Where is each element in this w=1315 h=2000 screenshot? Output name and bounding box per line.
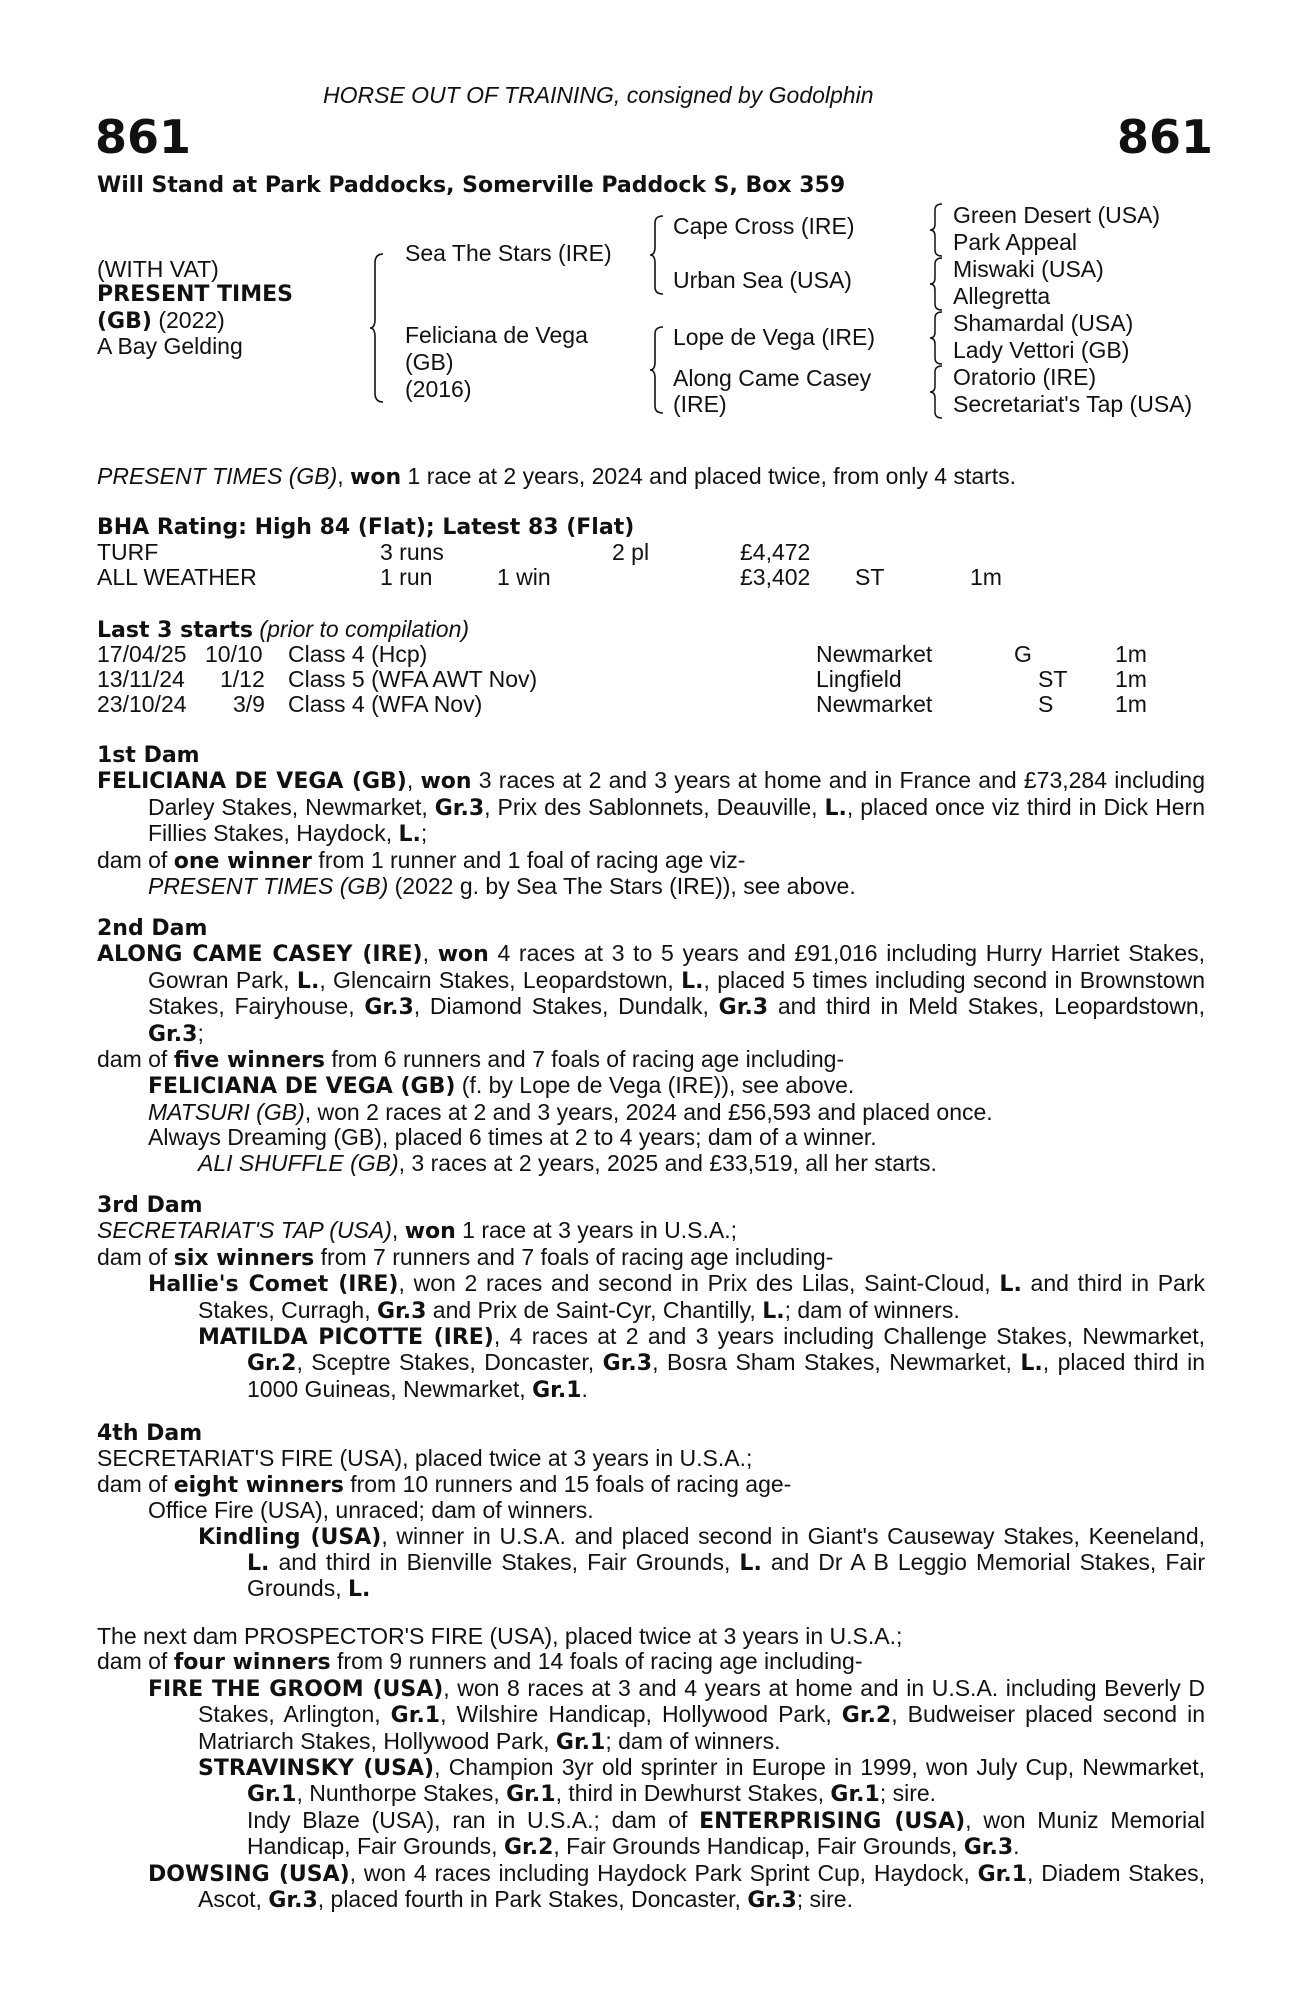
- pedigree-sire-dam: Urban Sea (USA): [673, 267, 852, 293]
- next-dam-record: [97, 1624, 1205, 1649]
- start-going: S: [1038, 691, 1054, 717]
- fourth-dam-offspring: [97, 1498, 1205, 1523]
- vat-note: (WITH VAT): [97, 256, 219, 282]
- listed-label: L.: [348, 1577, 371, 1603]
- last-starts-heading: [97, 617, 469, 643]
- grade-label: Gr.3: [747, 1888, 797, 1914]
- grade-label: Gr.2: [503, 1835, 554, 1861]
- start-course: Newmarket: [816, 641, 933, 667]
- grade-label: Gr.3: [268, 1888, 318, 1914]
- text: , 3 races at 2 years, 2025 and £33,519, all her starts.: [398, 1149, 937, 1176]
- offspring-name: Kindling (USA): [198, 1524, 382, 1550]
- start-position: 3/9: [233, 691, 265, 717]
- second-dam-produce: [97, 1047, 1205, 1073]
- last-starts-note: (prior to compilation): [253, 616, 470, 642]
- offspring-name: STRAVINSKY (USA): [198, 1756, 435, 1782]
- pedigree-ggp-6: Lady Vettori (GB): [953, 337, 1130, 363]
- pedigree-dam-line1: Feliciana de Vega: [405, 322, 588, 348]
- fourth-dam-section: [97, 1421, 1205, 1603]
- first-dam-produce: [97, 848, 1205, 874]
- text: , Diamond Stakes, Dundalk,: [413, 993, 719, 1020]
- start-position: 10/10: [205, 641, 263, 667]
- next-dam-produce: [97, 1649, 1205, 1675]
- text: .: [581, 1375, 588, 1402]
- turf-prize: £4,472: [740, 539, 811, 565]
- won-label: won: [437, 942, 489, 968]
- grade-label: Gr.1: [977, 1861, 1028, 1887]
- grade-label: Gr.1: [247, 1782, 297, 1808]
- third-dam-grand-offspring: [97, 1324, 1205, 1403]
- text: , Diadem Stakes, Ascot,: [198, 1859, 1205, 1913]
- winners-count: four winners: [173, 1650, 331, 1676]
- next-dam-offspring: [97, 1861, 1205, 1914]
- start-distance: 1m: [1115, 666, 1147, 692]
- offspring-name: FELICIANA DE VEGA (GB): [148, 1074, 456, 1100]
- listed-label: L.: [247, 1551, 270, 1577]
- horse-origin-year: [97, 308, 225, 334]
- text: from 10 runners and 15 foals of racing age-: [343, 1470, 792, 1497]
- listed-label: L.: [681, 968, 704, 994]
- listed-label: L.: [398, 822, 421, 848]
- horse-origin: (GB): [97, 309, 152, 334]
- turf-runs: 3 runs: [380, 539, 444, 565]
- offspring-name: MATILDA PICOTTE (IRE): [198, 1325, 494, 1351]
- aw-wins: 1 win: [497, 564, 551, 590]
- text: , Glencairn Stakes, Leopardstown,: [319, 966, 682, 993]
- grade-label: Gr.1: [506, 1782, 556, 1808]
- pedigree-dam-line3: (2016): [405, 376, 472, 402]
- second-dam-section: [97, 916, 1205, 1176]
- winners-count: one winner: [173, 848, 313, 874]
- grade-label: Gr.1: [555, 1729, 606, 1755]
- catalogue-subtitle: HORSE OUT OF TRAINING, consigned by Godolphin: [323, 82, 874, 108]
- summary-text: 1 race at 2 years, 2024 and placed twice, from only 4 starts.: [401, 463, 1017, 489]
- text: , Nunthorpe Stakes,: [296, 1780, 507, 1807]
- text: .: [1013, 1833, 1020, 1860]
- grade-label: Gr.3: [602, 1351, 653, 1377]
- text: Office Fire (USA), unraced; dam of winners.: [148, 1497, 594, 1524]
- text: (f. by Lope de Vega (IRE)), see above.: [455, 1072, 855, 1099]
- last-starts-title: Last 3 starts: [97, 618, 254, 643]
- pedigree-ggp-1: Green Desert (USA): [953, 202, 1161, 228]
- start-race: Class 5 (WFA AWT Nov): [288, 666, 538, 692]
- aw-label: ALL WEATHER: [97, 564, 257, 590]
- grade-label: Gr.3: [148, 1021, 198, 1047]
- text: Indy Blaze (USA), ran in U.S.A.; dam of: [247, 1806, 700, 1833]
- grade-label: Gr.1: [532, 1377, 582, 1403]
- text: 4 races at 3 to 5 years and £91,016 including Hurry Harriet Stakes, Gowran Park,: [148, 940, 1206, 993]
- dam-name: ALONG CAME CASEY (IRE): [97, 942, 423, 968]
- lot-number-left: 861: [95, 110, 192, 164]
- stable-location: Will Stand at Park Paddocks, Somerville Paddock S, Box 359: [97, 173, 846, 198]
- fourth-dam-grand-offspring: [97, 1524, 1205, 1603]
- start-distance: 1m: [1115, 641, 1147, 667]
- grade-label: Gr.2: [841, 1703, 892, 1729]
- text: , placed 5 times including second in Brownstown Stakes, Fairyhouse,: [148, 966, 1205, 1020]
- dam-name: FELICIANA DE VEGA (GB): [97, 769, 407, 795]
- summary-sep: ,: [337, 463, 351, 489]
- pedigree-brace-ggp3: [930, 311, 944, 365]
- offspring-name: FIRE THE GROOM (USA): [148, 1676, 444, 1702]
- grade-label: Gr.1: [830, 1782, 880, 1808]
- race-summary: [97, 464, 1016, 490]
- pedigree-ggp-4: Allegretta: [953, 283, 1051, 309]
- won-label: won: [420, 769, 472, 795]
- pedigree-brace-ggp4: [930, 365, 944, 419]
- fourth-dam-heading: 4th Dam: [97, 1421, 203, 1446]
- text: , placed fourth in Park Stakes, Doncaster,: [317, 1886, 748, 1913]
- pedigree-brace-main: [370, 253, 386, 403]
- winners-count: five winners: [173, 1048, 326, 1074]
- text: ,: [422, 940, 438, 967]
- pedigree-dam-line2: (GB): [405, 349, 454, 375]
- text: (2022 g. by Sea The Stars (IRE)), see above.: [388, 873, 856, 900]
- pedigree-sire: Sea The Stars (IRE): [405, 240, 612, 266]
- third-dam-heading: 3rd Dam: [97, 1193, 203, 1218]
- pedigree-ggp-3: Miswaki (USA): [953, 256, 1104, 282]
- winners-count: eight winners: [173, 1472, 344, 1498]
- third-dam-produce: [97, 1245, 1205, 1271]
- aw-distance: 1m: [970, 564, 1002, 590]
- listed-label: L.: [999, 1272, 1022, 1298]
- summary-won: won: [350, 465, 402, 490]
- text: , won 2 races at 2 and 3 years, 2024 and £56,593 and placed once.: [304, 1098, 993, 1125]
- first-dam-offspring: [97, 874, 1205, 899]
- text: , Champion 3yr old sprinter in Europe in 1999, won July Cup, Newmarket,: [434, 1754, 1205, 1781]
- aw-runs: 1 run: [380, 564, 433, 590]
- text: dam of: [97, 1648, 174, 1675]
- text: and Dr A B Leggio Memorial Stakes, Fair Grounds,: [247, 1549, 1205, 1602]
- text: 1 race at 3 years in U.S.A.;: [455, 1217, 738, 1244]
- text: ;: [420, 820, 428, 847]
- pedigree-dam-dam-line1: Along Came Casey: [673, 365, 872, 391]
- offspring-name: ALI SHUFFLE (GB): [198, 1149, 399, 1176]
- text: , won 4 races including Haydock Park Sprint Cup, Haydock,: [349, 1859, 978, 1886]
- next-dam-offspring: [97, 1676, 1205, 1755]
- text: , won 2 races and second in Prix des Lilas, Saint-Cloud,: [398, 1270, 1000, 1297]
- grade-label: Gr.1: [390, 1703, 441, 1729]
- grade-label: Gr.3: [718, 995, 769, 1021]
- turf-placed: 2 pl: [612, 539, 650, 565]
- start-course: Newmarket: [816, 691, 933, 717]
- text: The next dam PROSPECTOR'S FIRE (USA), placed twice at 3 years in U.S.A.;: [97, 1623, 903, 1649]
- second-dam-offspring: [97, 1125, 1205, 1150]
- bha-rating: BHA Rating: High 84 (Flat); Latest 83 (Flat): [97, 515, 635, 540]
- start-going: ST: [1038, 666, 1068, 692]
- pedigree-brace-dam: [650, 326, 666, 414]
- grade-label: Gr.3: [963, 1835, 1014, 1861]
- offspring-name: ENTERPRISING (USA): [699, 1808, 966, 1834]
- aw-surface: ST: [855, 564, 885, 590]
- start-course: Lingfield: [816, 666, 902, 692]
- aw-prize: £3,402: [740, 564, 811, 590]
- text: ; dam of winners.: [784, 1296, 960, 1323]
- listed-label: L.: [1020, 1351, 1043, 1377]
- start-date: 23/10/24: [97, 691, 187, 717]
- third-dam-section: [97, 1193, 1205, 1403]
- second-dam-heading: 2nd Dam: [97, 916, 208, 941]
- offspring-name: MATSURI (GB): [148, 1098, 305, 1125]
- fourth-dam-produce: [97, 1472, 1205, 1498]
- text: and third in Bienville Stakes, Fair Grounds,: [269, 1549, 740, 1576]
- pedigree-sire-sire: Cape Cross (IRE): [673, 213, 855, 239]
- text: ; sire.: [796, 1886, 853, 1913]
- text: from 1 runner and 1 foal of racing age viz-: [312, 846, 746, 873]
- text: , placed once viz third in Dick Hern Fillies Stakes, Haydock,: [148, 793, 1205, 847]
- text: , winner in U.S.A. and placed second in Giant's Causeway Stakes, Keeneland,: [381, 1522, 1206, 1549]
- text: and Prix de Saint-Cyr, Chantilly,: [426, 1296, 763, 1323]
- text: SECRETARIAT'S FIRE (USA), placed twice at 3 years in U.S.A.;: [97, 1445, 753, 1472]
- won-label: won: [404, 1219, 456, 1245]
- start-distance: 1m: [1115, 691, 1147, 717]
- text: 3 races at 2 and 3 years at home and in France and £73,284 including Darley Stakes, Newmarket,: [148, 767, 1205, 820]
- pedigree-ggp-7: Oratorio (IRE): [953, 364, 1097, 390]
- text: from 9 runners and 14 foals of racing age including-: [330, 1648, 863, 1675]
- text: , Fair Grounds Handicap, Fair Grounds,: [553, 1833, 964, 1860]
- start-date: 13/11/24: [97, 666, 185, 692]
- pedigree-ggp-5: Shamardal (USA): [953, 310, 1134, 336]
- start-going: G: [1014, 641, 1032, 667]
- listed-label: L.: [296, 968, 320, 994]
- pedigree-ggp-8: Secretariat's Tap (USA): [953, 391, 1193, 417]
- text: ,: [391, 1217, 405, 1244]
- pedigree-brace-ggp2: [930, 257, 944, 311]
- pedigree-brace-ggp1: [930, 203, 944, 257]
- pedigree-ggp-2: Park Appeal: [953, 229, 1078, 255]
- listed-label: L.: [762, 1298, 785, 1324]
- next-dam-grand-offspring: [97, 1755, 1205, 1808]
- grade-label: Gr.2: [247, 1351, 297, 1377]
- horse-name: PRESENT TIMES: [97, 282, 294, 307]
- text: , won Muniz Memorial Handicap, Fair Grounds,: [247, 1806, 1205, 1860]
- offspring-name: Hallie's Comet (IRE): [148, 1272, 399, 1298]
- second-dam-offspring: [97, 1100, 1205, 1125]
- winners-count: six winners: [173, 1245, 315, 1271]
- first-dam-section: [97, 743, 1205, 899]
- first-dam-heading: 1st Dam: [97, 743, 200, 768]
- next-dam-grand-offspring: [97, 1808, 1205, 1861]
- third-dam-record: [97, 1218, 1205, 1244]
- text: dam of: [97, 1046, 174, 1073]
- text: from 7 runners and 7 foals of racing age including-: [314, 1243, 834, 1270]
- text: dam of: [97, 1243, 174, 1270]
- second-dam-offspring: [97, 1073, 1205, 1099]
- text: from 6 runners and 7 foals of racing age including-: [325, 1046, 845, 1073]
- second-dam-grand-offspring: [97, 1151, 1205, 1176]
- fourth-dam-record: [97, 1446, 1205, 1471]
- start-race: Class 4 (Hcp): [288, 641, 428, 667]
- first-dam-record: [97, 768, 1205, 847]
- text: , third in Dewhurst Stakes,: [555, 1780, 831, 1807]
- next-dam-section: [97, 1624, 1205, 1913]
- text: dam of: [97, 846, 174, 873]
- lot-number-right: 861: [1117, 110, 1214, 164]
- pedigree-dam-dam-line2: (IRE): [673, 391, 727, 417]
- text: , won 8 races at 3 and 4 years at home and in U.S.A. including Beverly D Stakes, Arlington,: [198, 1674, 1205, 1728]
- pedigree-brace-sire: [650, 215, 666, 295]
- third-dam-offspring: [97, 1271, 1205, 1324]
- horse-description: A Bay Gelding: [97, 333, 243, 359]
- start-position: 1/12: [220, 666, 265, 692]
- text: and third in Park Stakes, Curragh,: [198, 1270, 1205, 1323]
- text: ;: [197, 1019, 204, 1046]
- turf-label: TURF: [97, 539, 159, 565]
- text: , Wilshire Handicap, Hollywood Park,: [440, 1701, 842, 1728]
- grade-label: Gr.3: [434, 795, 485, 821]
- pedigree-dam-sire: Lope de Vega (IRE): [673, 324, 876, 350]
- dam-name: SECRETARIAT'S TAP (USA): [97, 1217, 392, 1244]
- offspring-name: PRESENT TIMES (GB): [148, 873, 389, 900]
- start-race: Class 4 (WFA Nov): [288, 691, 483, 717]
- text: , Bosra Sham Stakes, Newmarket,: [652, 1349, 1021, 1376]
- horse-year: (2022): [151, 307, 225, 333]
- text: , placed third in 1000 Guineas, Newmarket,: [247, 1349, 1206, 1402]
- text: , Budweiser placed second in Matriarch Stakes, Hollywood Park,: [198, 1701, 1205, 1754]
- text: , 4 races at 2 and 3 years including Challenge Stakes, Newmarket,: [493, 1323, 1206, 1350]
- text: Always Dreaming (GB), placed 6 times at 2 to 4 years; dam of a winner.: [148, 1124, 877, 1151]
- text: , Prix des Sablonnets, Deauville,: [484, 793, 825, 820]
- text: ,: [406, 767, 421, 794]
- summary-horse-name: PRESENT TIMES (GB): [97, 463, 338, 489]
- start-date: 17/04/25: [97, 641, 187, 667]
- listed-label: L.: [824, 795, 847, 821]
- offspring-name: DOWSING (USA): [148, 1861, 350, 1887]
- text: ; sire.: [879, 1780, 937, 1807]
- second-dam-record: [97, 941, 1205, 1047]
- grade-label: Gr.3: [364, 995, 414, 1021]
- text: ; dam of winners.: [605, 1727, 781, 1754]
- grade-label: Gr.3: [376, 1298, 427, 1324]
- text: , Sceptre Stakes, Doncaster,: [296, 1349, 603, 1376]
- text: dam of: [97, 1470, 174, 1497]
- listed-label: L.: [739, 1551, 762, 1577]
- text: and third in Meld Stakes, Leopardstown,: [768, 993, 1205, 1020]
